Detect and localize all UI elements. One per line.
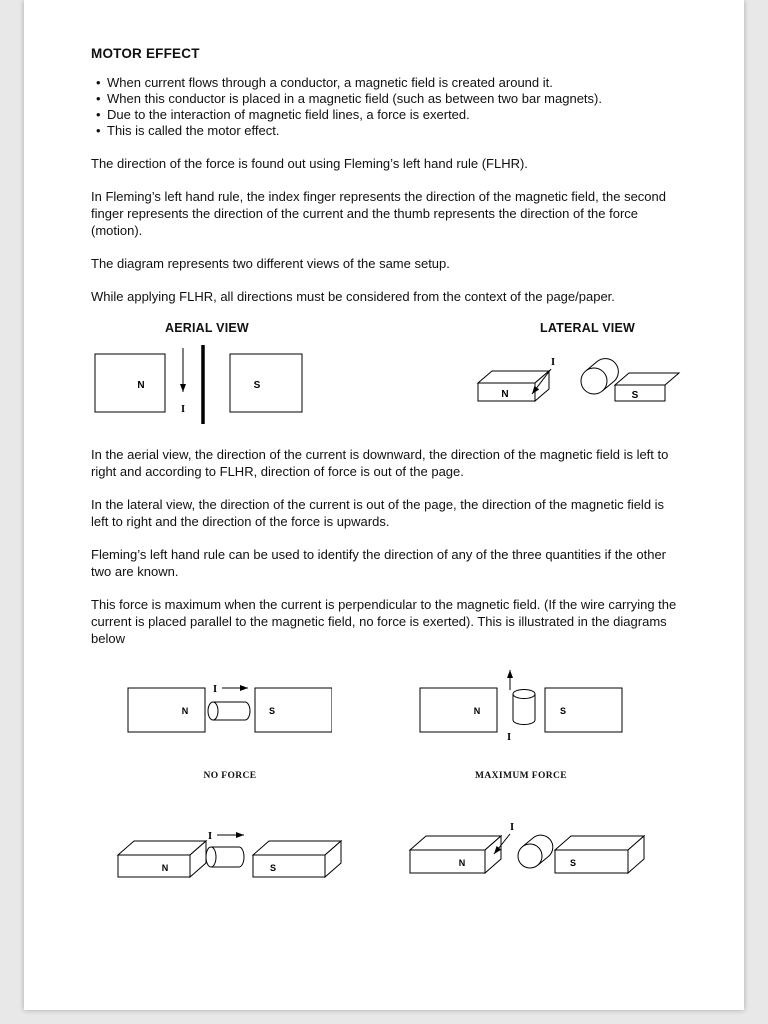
n-magnet-label: N bbox=[137, 380, 145, 391]
n-magnet bbox=[95, 354, 165, 412]
n-magnet bbox=[420, 688, 497, 732]
aerial-view-heading: AERIAL VIEW bbox=[165, 321, 249, 335]
n-magnet-label: N bbox=[501, 389, 509, 400]
n-magnet-label: N bbox=[458, 858, 466, 868]
s-magnet-label: S bbox=[268, 706, 276, 716]
current-label: I bbox=[180, 404, 186, 415]
s-magnet-label: S bbox=[253, 380, 261, 391]
no-force-3d-figure bbox=[113, 829, 343, 891]
paragraph-flhr-fingers: In Fleming’s left hand rule, the index finger represents the direction of the magnetic field, the second finger represents the direction of the current and the thumb represents the direction of the force (motion). bbox=[91, 189, 666, 238]
s-magnet-label: S bbox=[559, 706, 567, 716]
paragraph-aerial-explain: In the aerial view, the direction of the current is downward, the direction of the magnetic field is left to right and according to FLHR, direction of force is out of the page. bbox=[91, 447, 669, 479]
paragraph-context-note: While applying FLHR, all directions must be considered from the context of the page/paper. bbox=[91, 289, 615, 304]
n-magnet-label: N bbox=[161, 863, 169, 873]
document-page bbox=[24, 0, 744, 1010]
bullet-item: • This is called the motor effect. bbox=[96, 123, 679, 139]
s-magnet bbox=[230, 354, 302, 412]
current-label: I bbox=[207, 831, 213, 842]
current-label: I bbox=[509, 822, 515, 833]
view-headings-row bbox=[91, 321, 679, 338]
lateral-view-figure bbox=[475, 354, 685, 418]
n-magnet-3d bbox=[118, 841, 206, 877]
s-magnet-3d bbox=[555, 836, 644, 873]
maximum-force-3d-figure bbox=[406, 820, 646, 892]
s-magnet-3d bbox=[615, 373, 679, 401]
n-magnet-label: N bbox=[473, 706, 481, 716]
no-force-flat-figure bbox=[127, 675, 332, 737]
s-magnet-label: S bbox=[569, 858, 577, 868]
paragraph-flhr-intro: The direction of the force is found out using Fleming’s left hand rule (FLHR). bbox=[91, 156, 528, 171]
current-arrow bbox=[181, 348, 185, 415]
force-figures-area bbox=[91, 663, 679, 901]
maximum-force-flat-figure bbox=[416, 663, 626, 743]
current-arrow bbox=[208, 831, 244, 842]
current-label: I bbox=[550, 357, 556, 368]
paragraph-max-force: This force is maximum when the current is perpendicular to the magnetic field. (If the wire carrying the current is placed parallel to the magnetic field, no force is exerted). This is illustrated in the diagrams below bbox=[91, 597, 677, 646]
bullet-list bbox=[91, 75, 679, 139]
current-label: I bbox=[212, 684, 218, 695]
bullet-item: • When current flows through a conductor, a magnetic field is created around it. bbox=[96, 75, 679, 91]
current-label: I bbox=[506, 732, 512, 743]
conductor-wire bbox=[513, 690, 535, 725]
aerial-view-figure bbox=[91, 342, 311, 428]
paragraph-lateral-explain: In the lateral view, the direction of the current is out of the page, the direction of the magnetic field is left to right and the direction of the force is upwards. bbox=[91, 497, 665, 529]
current-arrow bbox=[507, 670, 511, 743]
s-magnet bbox=[545, 688, 622, 732]
conductor-wire-3d bbox=[581, 359, 618, 394]
conductor-wire-3d bbox=[518, 835, 553, 868]
n-magnet-label: N bbox=[181, 706, 189, 716]
s-magnet-label: S bbox=[631, 390, 639, 401]
s-magnet-label: S bbox=[269, 863, 277, 873]
s-magnet-3d bbox=[253, 841, 341, 877]
bullet-item: • When this conductor is placed in a magnetic field (such as between two bar magnets). bbox=[96, 91, 679, 107]
n-magnet-3d bbox=[410, 836, 501, 873]
paragraph-flhr-use: Fleming’s left hand rule can be used to identify the direction of any of the three quantities if the other two are known. bbox=[91, 547, 667, 579]
doc-title: MOTOR EFFECT bbox=[91, 46, 200, 61]
current-arrow bbox=[213, 684, 248, 695]
n-magnet bbox=[128, 688, 205, 732]
lateral-view-heading: LATERAL VIEW bbox=[540, 321, 635, 335]
conductor-wire-3d bbox=[206, 847, 244, 867]
setup-diagrams-row bbox=[91, 342, 679, 430]
paragraph-diagram-note: The diagram represents two different views of the same setup. bbox=[91, 256, 450, 271]
no-force-caption: NO FORCE bbox=[203, 771, 257, 781]
conductor-wire bbox=[208, 702, 250, 720]
bullet-item: • Due to the interaction of magnetic field lines, a force is exerted. bbox=[96, 107, 679, 123]
s-magnet bbox=[255, 688, 332, 732]
maximum-force-caption: MAXIMUM FORCE bbox=[474, 771, 568, 781]
